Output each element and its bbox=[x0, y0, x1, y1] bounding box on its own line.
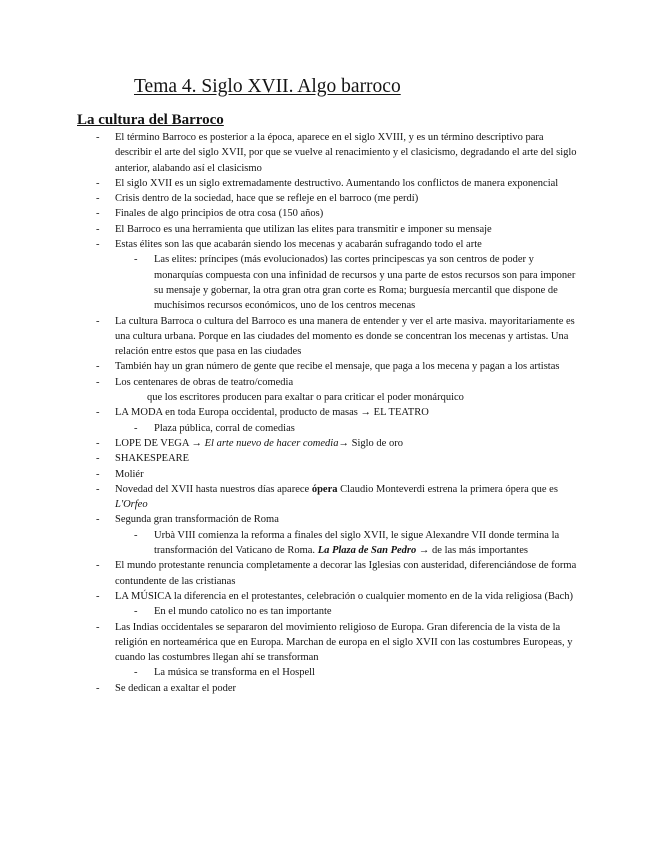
item-text: SHAKESPEARE bbox=[115, 453, 190, 465]
list-item bbox=[0, 222, 655, 237]
item-text: Estas élites son las que acabarán siendo los mecenas y acabarán sufragando todo el arte bbox=[115, 239, 482, 251]
item-text: LA MODA en toda Europa occidental, producto de masas bbox=[115, 407, 361, 419]
arrow-glyph: → bbox=[360, 407, 372, 419]
bullet-list bbox=[0, 130, 655, 696]
item-text: El mundo protestante renuncia completamente a decorar las Iglesias con austeridad, diferenciándose de forma contundente de las cristianas bbox=[115, 560, 577, 587]
bullet-dash: - bbox=[96, 132, 100, 143]
list-item bbox=[0, 237, 655, 252]
item-text: → de las más importantes bbox=[416, 545, 528, 557]
list-item bbox=[0, 375, 655, 390]
bullet-dash: - bbox=[96, 560, 100, 572]
item-text: Crisis dentro de la sociedad, hace que se refleje en el barroco (me perdí) bbox=[115, 193, 419, 205]
sub-list-item bbox=[0, 421, 655, 436]
bullet-dash: - bbox=[134, 606, 138, 618]
item-text: El Barroco es una herramienta que utilizan las elites para transmitir e imponer su mensaje bbox=[115, 223, 492, 235]
sub-list-item bbox=[0, 665, 655, 680]
bold-term: ópera bbox=[311, 483, 338, 495]
bullet-dash: - bbox=[96, 239, 100, 251]
item-text: que los escritores producen para exaltar o para criticar el poder monárquico bbox=[147, 392, 464, 404]
arrow-glyph: → bbox=[338, 437, 349, 449]
list-item bbox=[0, 176, 655, 191]
bullet-dash: - bbox=[96, 177, 100, 189]
bullet-dash: - bbox=[96, 208, 100, 220]
bullet-dash: - bbox=[96, 223, 100, 235]
list-item bbox=[0, 620, 655, 666]
list-item bbox=[0, 558, 655, 589]
list-item bbox=[0, 206, 655, 221]
item-text: Moliér bbox=[115, 468, 144, 480]
item-text: Urbà VIII comienza la reforma a finales del siglo XVII, le sigue Alexandre VII donde termina la transformación del Vaticano de Roma. bbox=[154, 529, 560, 557]
bullet-dash: - bbox=[134, 529, 138, 541]
list-item bbox=[0, 191, 655, 206]
sub-list-item bbox=[0, 252, 655, 313]
bullet-dash: - bbox=[134, 667, 138, 679]
sub-list-item bbox=[0, 528, 655, 559]
item-text: LA MÚSICA la diferencia en el protestantes, celebración o cualquier momento en de la vida religiosa (Bach) bbox=[115, 590, 574, 602]
sub-list-item bbox=[0, 604, 655, 619]
arrow-glyph: → bbox=[191, 437, 203, 449]
list-item bbox=[0, 467, 655, 482]
item-text: El siglo XVII es un siglo extremadamente destructivo. Aumentando los conflictos de manera exponencial bbox=[115, 177, 559, 189]
bullet-dash: - bbox=[96, 514, 100, 526]
item-text: La cultura Barroca o cultura del Barroco es una manera de entender y ver el arte masiva. mayoritariamente es una cultura urbana. Porque en las ciudades del momento es donde se concentran los mecenas y artistas. Una relación entre estos que pasa en las ciudades bbox=[115, 315, 575, 358]
italic-title: El arte nuevo de hacer comedia bbox=[204, 437, 339, 449]
item-text: Las Indias occidentales se separaron del movimiento religioso de Europa. Gran diferencia de la vista de la religión en norteamérica que en Europa. Marchan de europa en el siglo XVII con las costumbres Europeas, y cuando las costumbres llegan ahí se transforman bbox=[115, 621, 573, 664]
list-item bbox=[0, 589, 655, 604]
item-text: La música se transforma en el Hospell bbox=[154, 667, 315, 679]
bullet-dash: - bbox=[134, 422, 138, 434]
item-text: En el mundo catolico no es tan importante bbox=[154, 606, 332, 618]
continuation-line bbox=[0, 390, 655, 405]
list-item bbox=[0, 130, 655, 176]
list-item bbox=[0, 359, 655, 374]
list-item bbox=[0, 451, 655, 466]
item-text: Novedad del XVII hasta nuestros días aparece bbox=[115, 483, 312, 495]
bullet-dash: - bbox=[96, 483, 100, 495]
item-text: Se dedican a exaltar el poder bbox=[115, 682, 236, 694]
bullet-dash: - bbox=[96, 193, 100, 205]
bullet-dash: - bbox=[96, 361, 100, 373]
item-text: Claudio Monteverdi estrena la primera ópera que es bbox=[337, 483, 558, 495]
list-item bbox=[0, 681, 655, 696]
bullet-dash: - bbox=[96, 468, 100, 480]
item-text: Siglo de oro bbox=[348, 437, 403, 449]
bullet-dash: - bbox=[96, 590, 100, 602]
item-text: Las elites: príncipes (más evolucionados) las cortes principescas ya son centros de poder y monarquías compuesta con una infinidad de recursos y una parte de estos recursos son para imponer su mensaje y gobernar, la otra gran otra gran corte es Roma; burguesía mercantil que dispone de muchísimos recursos económicos, uno de los centros mecenas bbox=[154, 254, 576, 312]
item-text: Los centenares de obras de teatro/comedia bbox=[115, 376, 294, 388]
item-text: También hay un gran número de gente que recibe el mensaje, que paga a los mecena y pagan a los artistas bbox=[115, 361, 560, 373]
page-title: Tema 4. Siglo XVII. Algo barroco bbox=[134, 76, 401, 97]
bold-italic-term: La Plaza de San Pedro bbox=[317, 545, 417, 557]
bullet-dash: - bbox=[96, 437, 100, 449]
item-text: El término Barroco es posterior a la época, aparece en el siglo XVIII, y es un término descriptivo para describir el arte del siglo XVII, por que se vuelve al renacimiento y el clasicismo, degradando el arte del siglo anterior, alabando así el clasicismo bbox=[115, 132, 577, 174]
italic-title: L'Orfeo bbox=[115, 499, 148, 511]
item-text: Segunda gran transformación de Roma bbox=[115, 514, 279, 526]
item-text: Finales de algo principios de otra cosa (150 años) bbox=[115, 208, 324, 220]
list-item bbox=[0, 482, 655, 513]
item-text: LOPE DE VEGA bbox=[115, 437, 192, 449]
item-text: Plaza pública, corral de comedias bbox=[154, 422, 295, 434]
list-item bbox=[0, 405, 655, 420]
bullet-dash: - bbox=[96, 453, 100, 465]
bullet-dash: - bbox=[96, 376, 100, 388]
bullet-dash: - bbox=[96, 621, 100, 633]
section-heading: La cultura del Barroco bbox=[77, 112, 224, 128]
list-item bbox=[0, 314, 655, 360]
bullet-dash: - bbox=[96, 315, 100, 327]
item-text: EL TEATRO bbox=[371, 407, 429, 419]
list-item bbox=[0, 436, 655, 451]
bullet-dash: - bbox=[96, 407, 100, 419]
bullet-dash: - bbox=[134, 254, 138, 266]
list-item bbox=[0, 512, 655, 527]
bullet-dash: - bbox=[96, 682, 100, 694]
